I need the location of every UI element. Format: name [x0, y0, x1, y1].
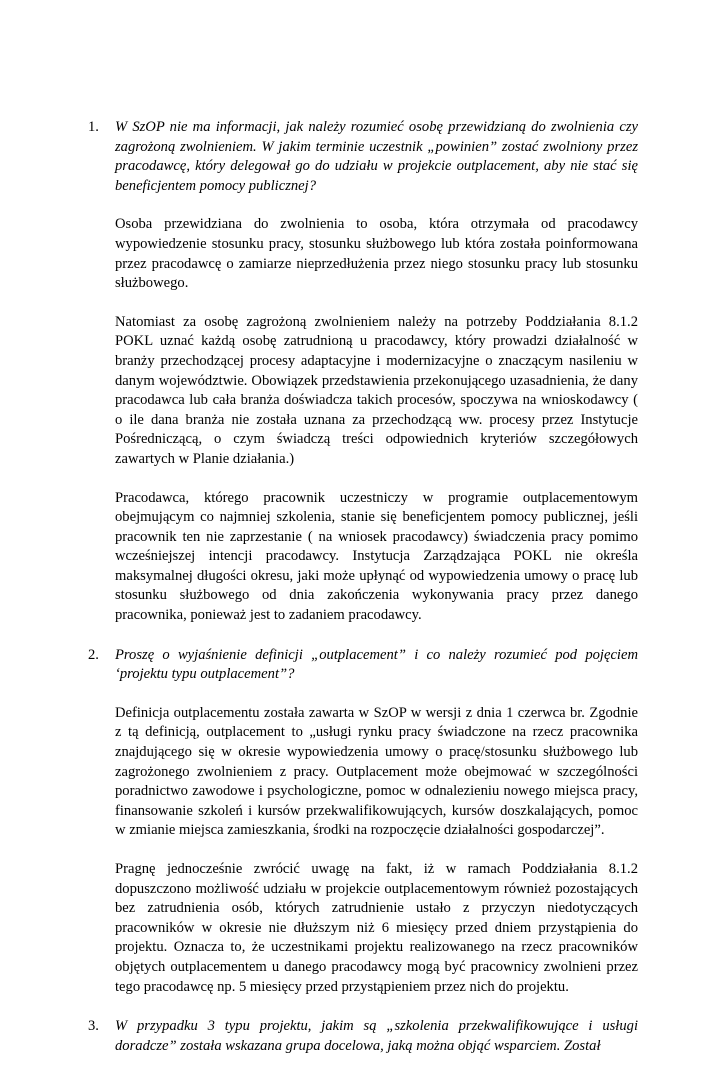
answer-paragraph: Osoba przewidziana do zwolnienia to osoba, która otrzymała od pracodawcy wypowiedzenie stosunku pracy, stosunku służbowego lub która została poinformowana przez pracodawcę o zamiarze nieprzedłużenia przez niego stosunku pracy lub stosunku służbowego. — [115, 216, 638, 292]
answer-paragraph: Definicja outplacementu została zawarta w SzOP w wersji z dnia 1 czerwca br. Zgodnie z tą definicją, outplacement to „usługi rynku pracy świadczone na rzecz pracownika znajdującego się w okresie wypowiedzenia umowy o pracę/stosunku służbowego lub zagrożonego zwolnieniem z pracy. Outplacement może obejmować w szczególności poradnictwo zawodowe i psychologiczne, pomoc w odnalezieniu nowego miejsca pracy, finansowanie szkoleń i kursów przekwalifikowujących, kursów doszkalających, pomoc w zmianie miejsca zamieszkania, środki na rozpoczęcie działalności gospodarczej”. — [115, 704, 638, 839]
question-number: 3. — [88, 1018, 99, 1035]
question-number: 2. — [88, 646, 99, 663]
question-text: W SzOP nie ma informacji, jak należy rozumieć osobę przewidzianą do zwolnienia czy zagrożoną zwolnieniem. W jakim terminie uczestnik „powinien” zostać zwolniony przez pracodawcę, który delegował go do udziału w projekcie outplacement, aby nie stać się beneficjentem pomocy publicznej? — [115, 119, 638, 194]
document-page — [88, 118, 638, 1076]
question-text: Proszę o wyjaśnienie definicji „outplacement” i co należy rozumieć pod pojęciem ‘projektu typu outplacement”? — [115, 646, 638, 683]
qa-item-1 — [88, 118, 638, 626]
answer-paragraph: Natomiast za osobę zagrożoną zwolnieniem należy na potrzeby Poddziałania 8.1.2 POKL uznać każdą osobę zatrudnioną u pracodawcy, który prowadzi działalność w branży przechodzącej procesy adaptacyjne i modernizacyjne o znaczącym nasileniu w danym województwie. Obowiązek przedstawienia przekonującego uzasadnienia, że dany pracodawca lub cała branża doświadcza takich procesów, spoczywa na wnioskodawcy ( o ile dana branża nie została uznana za przechodzącą ww. procesy przez Instytucje Pośredniczącą, o czym świadczą treści odpowiednich kryteriów szczegółowych zawartych w Planie działania.) — [115, 313, 638, 467]
question-number: 1. — [88, 119, 99, 135]
qa-item-3 — [88, 1017, 638, 1056]
question-text: W przypadku 3 typu projektu, jakim są „szkolenia przekwalifikowujące i usługi doradcze” została wskazana grupa docelowa, jaką można objąć wsparciem. Został — [115, 1018, 638, 1054]
qa-item-2 — [88, 646, 638, 998]
answer-paragraph: Pracodawca, którego pracownik uczestniczy w programie outplacementowym obejmującym co najmniej szkolenia, stanie się beneficjentem pomocy publicznej, jeśli pracownik ten nie zaprzestanie ( na wniosek pracodawcy) świadczenia pracy pomimo wcześniejszej intencji pracodawcy. Instytucja Zarządzająca POKL nie określa maksymalnej długości okresu, jaki może upłynąć od wypowiedzenia umowy o pracę lub stosunku służbowego od dnia zakończenia wykonywania pracy przez danego pracownika, ponieważ jest to zadaniem pracodawcy. — [115, 489, 638, 624]
answer-paragraph: Pragnę jednocześnie zwrócić uwagę na fakt, iż w ramach Poddziałania 8.1.2 dopuszczono możliwość udziału w projekcie outplacementowym również pozostających bez zatrudnienia osób, których zatrudnienie ustało z przyczyn niedotyczących pracowników w okresie nie dłuższym niż 6 miesięcy przed dniem przystąpienia do projektu. Oznacza to, że uczestnikami projektu realizowanego na rzecz pracowników objętych outplacementem u danego pracodawcy mogą być pracownicy zwolnieni przez tego pracodawcę np. 5 miesięcy przed przystąpieniem przez nich do projektu. — [115, 861, 638, 995]
